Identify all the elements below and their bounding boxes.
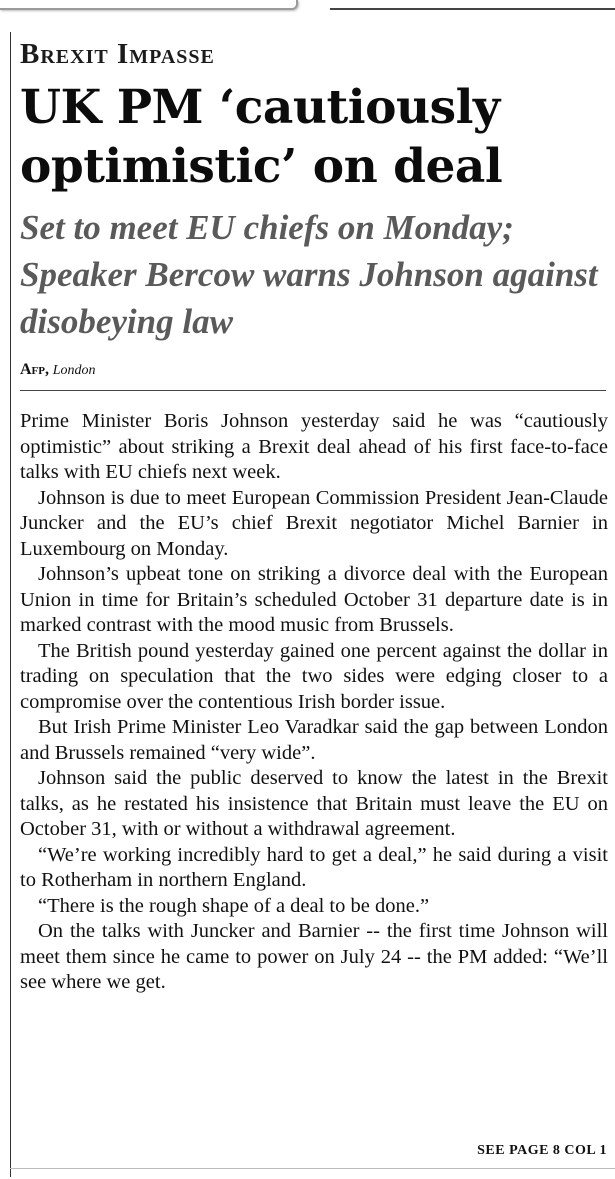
paragraph: “There is the rough shape of a deal to be done.” [38, 894, 430, 917]
paragraph: But Irish Prime Minister Leo Varadkar said the gap between London and Brussels remained “very wide”. [20, 716, 608, 764]
byline-place: London [52, 363, 96, 378]
kicker: Brexit Impasse [20, 38, 215, 70]
paragraph: “We’re working incredibly hard to get a deal,” he said during a visit to Rotherham in northern England. [20, 843, 608, 891]
article-body [20, 409, 608, 996]
bottom-rule [10, 1168, 615, 1169]
headline: UK PM ‘cautiously optimistic’ on deal [20, 80, 503, 194]
subheadline: Set to meet EU chiefs on Monday; Speaker Bercow warns Johnson against disobeying law [20, 208, 598, 341]
paragraph: The British pound yesterday gained one percent against the dollar in trading on speculation that the two sides were edging closer to a compromise over the contentious Irish border issue. [20, 639, 608, 713]
paragraph: Johnson said the public deserved to know the latest in the Brexit talks, as he restated his insistence that Britain must leave the EU on October 31, with or without a withdrawal agreement. [20, 767, 608, 840]
paragraph: Johnson is due to meet European Commission President Jean-Claude Juncker and the EU’s chief Brexit negotiator Michel Barnier in Luxembourg on Monday. [20, 486, 608, 560]
byline-agency: Afp, [20, 361, 49, 378]
page-corner-frame [0, 0, 298, 10]
paragraph: Prime Minister Boris Johnson yesterday said he was “cautiously optimistic” about striking a Brexit deal ahead of his first face-to-face talks with EU chiefs next week. [20, 410, 608, 483]
paragraph: Johnson’s upbeat tone on striking a divorce deal with the European Union in time for Britain’s scheduled October 31 departure date is in marked contrast with the mood music from Brussels. [20, 563, 608, 636]
article [20, 34, 610, 996]
column-rule [10, 32, 11, 1177]
byline [20, 359, 606, 391]
paragraph: On the talks with Juncker and Barnier -- the first time Johnson will meet them since he came to power on July 24 -- the PM added: “We’ll see where we get. [20, 920, 608, 993]
jump-line[interactable]: SEE PAGE 8 COL 1 [477, 1143, 607, 1158]
top-rule [330, 8, 615, 10]
